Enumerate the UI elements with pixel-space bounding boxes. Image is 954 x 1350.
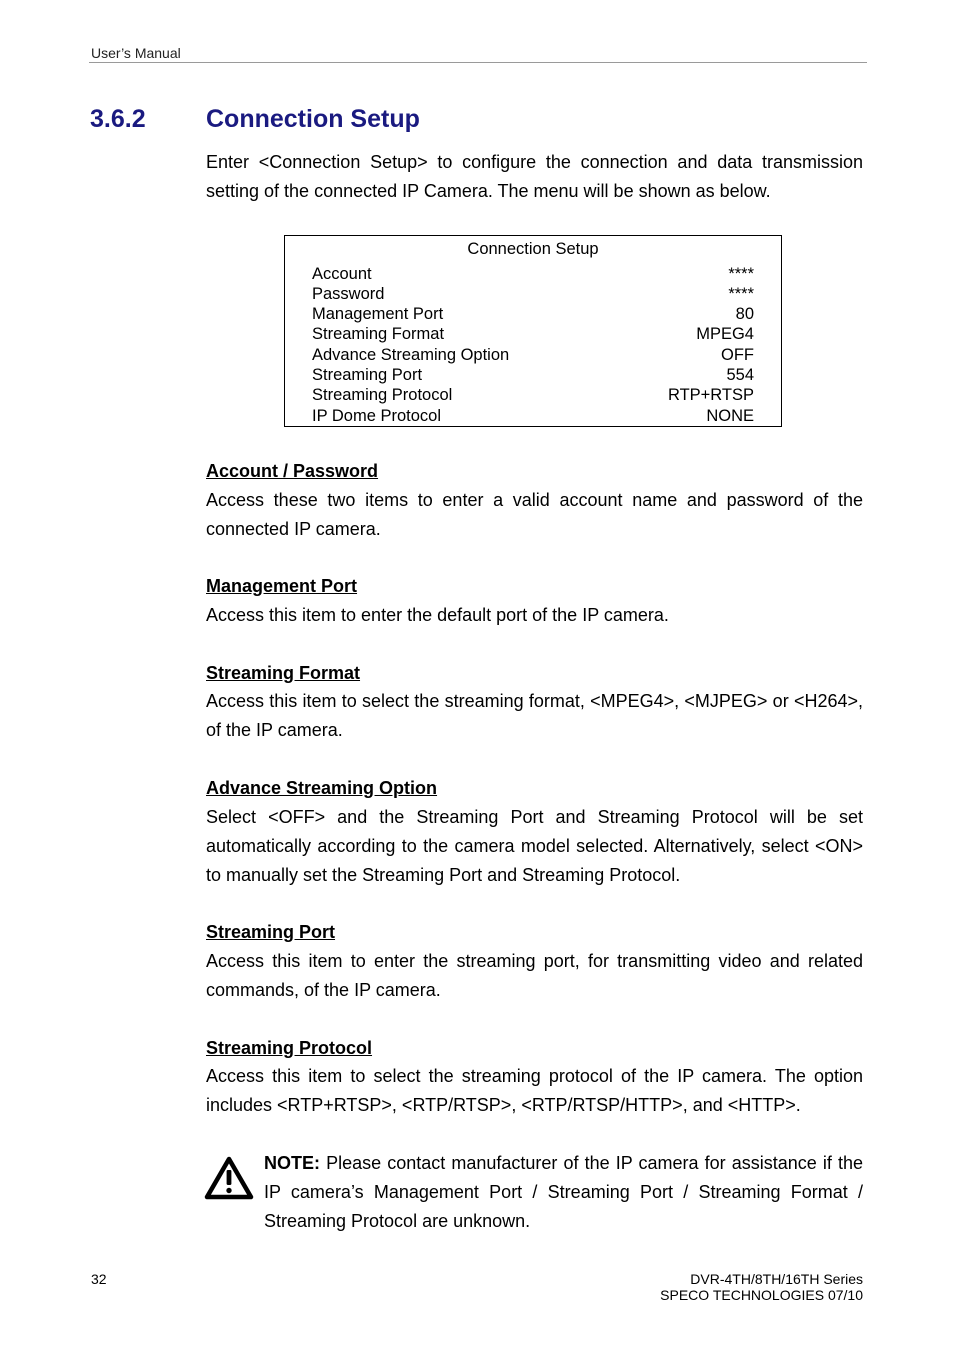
text-advance-streaming-option: Select <OFF> and the Streaming Port and Streaming Protocol will be set automatically according to the camera model selected. Alternatively, select <ON> to manually set the Streaming Port and Streaming Protocol.	[206, 807, 863, 885]
menu-value: RTP+RTSP	[667, 386, 754, 404]
text-account-password: Access these two items to enter a valid account name and password of the connected IP camera.	[206, 490, 863, 539]
heading-account-password: Account / Password	[206, 461, 379, 481]
menu-value: 554	[726, 366, 754, 384]
menu-label: Account	[312, 265, 372, 283]
menu-value: ****	[728, 285, 754, 303]
heading-streaming-port: Streaming Port	[206, 922, 336, 942]
note-label: NOTE:	[264, 1153, 320, 1173]
footer-series: DVR-4TH/8TH/16TH Series	[690, 1271, 863, 1287]
text-management-port: Access this item to enter the default port of the IP camera.	[206, 605, 669, 625]
menu-value: OFF	[721, 346, 754, 364]
menu-row-account	[312, 265, 754, 285]
menu-row-streaming-port	[312, 366, 754, 386]
menu-label: Management Port	[312, 305, 444, 323]
menu-label: Streaming Format	[312, 325, 445, 343]
menu-value: ****	[728, 265, 754, 283]
header-rule	[89, 62, 867, 63]
section-number: 3.6.2	[90, 105, 146, 133]
section-title: Connection Setup	[206, 105, 420, 133]
menu-row-streaming-format	[312, 325, 754, 345]
menu-value: MPEG4	[696, 325, 754, 343]
text-streaming-port: Access this item to enter the streaming port, for transmitting video and related commands, of the IP camera.	[206, 951, 863, 1000]
note-text: Please contact manufacturer of the IP camera for assistance if the IP camera’s Management Port / Streaming Port / Streaming Format / Streaming Protocol are unknown.	[264, 1153, 863, 1231]
note-block	[264, 1149, 863, 1236]
page-number: 32	[91, 1271, 107, 1287]
connection-setup-menu	[284, 235, 782, 427]
heading-management-port: Management Port	[206, 576, 358, 596]
menu-label: Password	[312, 285, 385, 303]
footer-company: SPECO TECHNOLOGIES 07/10	[660, 1287, 863, 1303]
menu-row-management-port	[312, 305, 754, 325]
menu-label: Streaming Port	[312, 366, 423, 384]
menu-title: Connection Setup	[467, 240, 599, 258]
menu-label: Advance Streaming Option	[312, 346, 510, 364]
menu-row-ip-dome-protocol	[312, 407, 754, 427]
text-streaming-protocol: Access this item to select the streaming protocol of the IP camera. The option includes <RTP+RTSP>, <RTP/RTSP>, <RTP/RTSP/HTTP>, and <HTTP>.	[206, 1066, 863, 1115]
heading-streaming-protocol: Streaming Protocol	[206, 1038, 373, 1058]
footer-info	[660, 1271, 863, 1303]
menu-label: Streaming Protocol	[312, 386, 453, 404]
warning-icon	[204, 1155, 254, 1201]
menu-value: 80	[735, 305, 754, 323]
running-header: User’s Manual	[91, 45, 181, 61]
menu-row-advance-streaming-option	[312, 346, 754, 366]
heading-streaming-format: Streaming Format	[206, 663, 361, 683]
menu-label: IP Dome Protocol	[312, 407, 442, 425]
menu-row-password	[312, 285, 754, 305]
menu-row-streaming-protocol	[312, 386, 754, 406]
intro-paragraph: Enter <Connection Setup> to configure the connection and data transmission setting of the connected IP Camera. The menu will be shown as below.	[206, 152, 863, 201]
heading-advance-streaming-option: Advance Streaming Option	[206, 778, 438, 798]
menu-value: NONE	[706, 407, 754, 425]
text-streaming-format: Access this item to select the streaming format, <MPEG4>, <MJPEG> or <H264>, of the IP camera.	[206, 691, 863, 740]
